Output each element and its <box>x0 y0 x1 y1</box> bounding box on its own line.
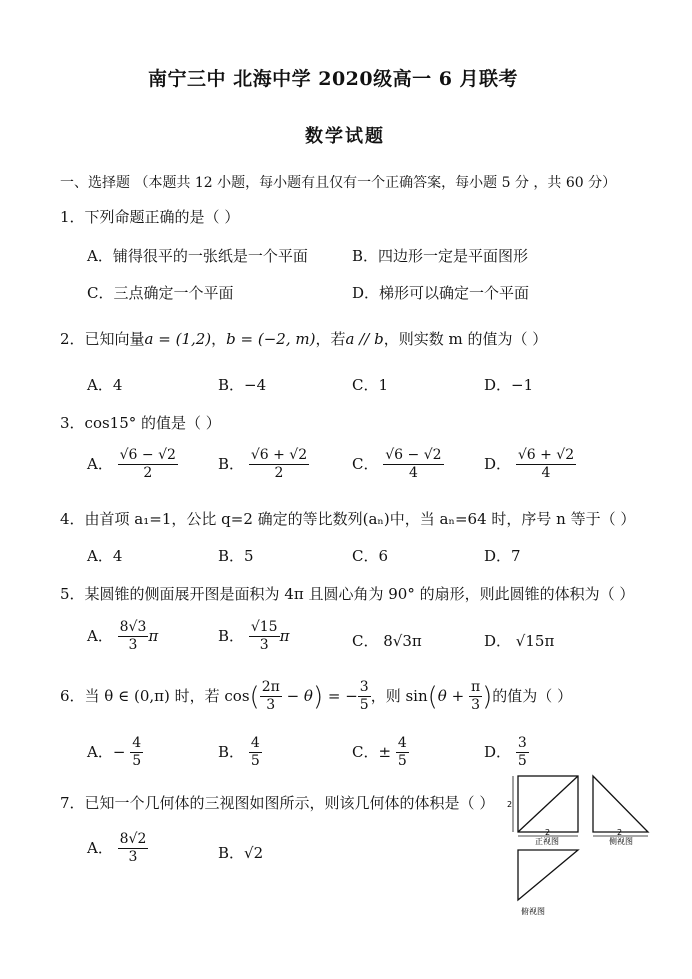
side-view-triangle <box>593 776 648 832</box>
q3-d-den: 4 <box>541 465 551 482</box>
q5-option-a <box>87 620 158 654</box>
q4-option-a: A．4 <box>87 547 123 565</box>
q2-vector-a: a = (1,2) <box>144 330 212 348</box>
q6-inner2-num: π <box>469 680 482 697</box>
top-view-label: 俯视图 <box>521 907 545 916</box>
q3-d-num: √6 + √2 <box>516 448 576 465</box>
q7-a-fraction <box>118 832 149 866</box>
top-view-triangle <box>518 850 578 900</box>
q5-option-d: D． √15π <box>484 632 555 650</box>
side-view-label: 侧视图 <box>609 837 633 846</box>
q6-b-fraction <box>249 736 262 770</box>
q2-option-d: D．−1 <box>484 376 534 394</box>
q6-inner1-tail: − θ <box>281 686 313 705</box>
q6-eq: = − <box>323 686 358 705</box>
q3-d-label: D． <box>484 454 512 473</box>
q3-a-label: A． <box>87 454 113 473</box>
q5-stem: 5．某圆锥的侧面展开图是面积为 4π 且圆心角为 90° 的扇形，则此圆锥的体积为（ ） <box>60 585 635 603</box>
three-view-figure <box>505 772 655 922</box>
q3-d-fraction <box>516 448 576 482</box>
q6-option-a <box>87 736 143 770</box>
q1-option-b: B．四边形一定是平面图形 <box>352 247 529 265</box>
q7-a-num: 8√2 <box>118 832 149 849</box>
q3-c-den: 4 <box>408 465 418 482</box>
q1-option-a: A．铺得很平的一张纸是一个平面 <box>87 247 308 265</box>
q5-a-den: 3 <box>128 637 138 654</box>
q6-b-label: B． <box>218 742 245 761</box>
q3-option-c <box>352 448 444 482</box>
q4-stem: 4．由首项 a₁=1，公比 q=2 确定的等比数列(aₙ)中，当 aₙ=64 时，序号 n 等于（ ） <box>60 510 636 528</box>
q6-mid: ，则 sin <box>370 686 428 705</box>
q6-rhs-num: 3 <box>358 680 371 697</box>
q2-num: 2．已知向量 <box>60 330 145 348</box>
q6-c-num: 4 <box>396 736 409 753</box>
section-heading: 一、选择题 （本题共 12 小题，每小题有且仅有一个正确答案，每小题 5 分 ，共 60 分） <box>60 175 617 191</box>
q7-a-label: A． <box>87 838 113 857</box>
dim-width-front-label: 2 <box>545 828 551 837</box>
q2-vector-b: b = (−2, m) <box>226 330 316 348</box>
q6-c-den: 5 <box>397 753 407 770</box>
q6-a-num: 4 <box>130 736 143 753</box>
q6-tail: 的值为（ ） <box>492 686 573 705</box>
q6-stem: 6．当 θ ∈ (0,π) 时，若 cos( $\frac{2\pi}{3}$ − θ) = − $\frac{3}{5}$ ，则 sin(θ + $\frac{\pi}{3}$ )的值为（ ） <box>60 679 573 714</box>
q6-inner1-num: 2π <box>260 680 282 697</box>
q4-option-d: D．7 <box>484 547 521 565</box>
q4-option-c: C．6 <box>352 547 389 565</box>
front-view-diagonal <box>518 776 578 832</box>
q6-b-num: 4 <box>249 736 262 753</box>
q2-comma: ， <box>211 330 227 348</box>
q1-option-d: D．梯形可以确定一个平面 <box>352 284 530 302</box>
q3-c-fraction <box>383 448 443 482</box>
q2-condition: a // b <box>345 330 384 348</box>
q5-a-num: 8√3 <box>118 620 149 637</box>
q6-inner1-fraction <box>260 680 282 714</box>
dim-height-label: 2 <box>507 800 513 809</box>
q6-a-fraction <box>130 736 143 770</box>
q6-c-label: C．± <box>352 742 392 761</box>
q6-d-num: 3 <box>516 736 529 753</box>
q2-cond-pre: ，若 <box>315 330 346 348</box>
q5-b-label: B． <box>218 626 245 645</box>
q1-option-c: C．三点确定一个平面 <box>87 284 234 302</box>
q6-inner2-fraction <box>469 680 482 714</box>
q3-c-label: C． <box>352 454 379 473</box>
q5-a-label: A． <box>87 626 113 645</box>
q6-option-c <box>352 736 409 770</box>
q5-b-fraction <box>249 620 280 654</box>
q5-b-num: √15 <box>249 620 280 637</box>
q5-b-den: 3 <box>259 637 269 654</box>
q6-option-b <box>218 736 262 770</box>
q3-b-den: 2 <box>274 465 284 482</box>
q3-b-fraction <box>249 448 309 482</box>
q5-a-fraction <box>118 620 149 654</box>
q3-c-num: √6 − √2 <box>383 448 443 465</box>
q6-c-fraction <box>396 736 409 770</box>
q6-pre: 6．当 θ ∈ (0,π) 时，若 cos <box>60 686 250 705</box>
q7-option-a <box>87 832 148 866</box>
q4-option-b: B．5 <box>218 547 254 565</box>
q6-d-label: D． <box>484 742 512 761</box>
q3-option-d <box>484 448 576 482</box>
q7-stem: 7．已知一个几何体的三视图如图所示，则该几何体的体积是（ ） <box>60 794 495 812</box>
q7-option-b: B．√2 <box>218 844 264 862</box>
q6-option-d <box>484 736 529 770</box>
q6-a-den: 5 <box>132 753 142 770</box>
q3-a-num: √6 − √2 <box>118 448 178 465</box>
q6-rhs-fraction <box>358 680 371 714</box>
q6-inner2-pre: θ + <box>437 686 469 705</box>
q3-b-num: √6 + √2 <box>249 448 309 465</box>
q5-option-b <box>218 620 289 654</box>
page-title: 南宁三中 北海中学 2020级高一 6 月联考 <box>148 68 519 90</box>
dim-width-side-label: 2 <box>617 828 623 837</box>
q6-inner1-den: 3 <box>266 697 276 714</box>
q6-b-den: 5 <box>250 753 260 770</box>
q6-d-den: 5 <box>517 753 527 770</box>
q7-a-den: 3 <box>128 849 138 866</box>
q6-a-label: A．− <box>87 742 126 761</box>
q5-a-pi: π <box>148 626 159 645</box>
q2-stem <box>60 328 547 349</box>
q2-option-a: A．4 <box>87 376 123 394</box>
q2-tail: ，则实数 m 的值为（ ） <box>383 330 548 348</box>
q3-option-b <box>218 448 309 482</box>
q6-d-fraction <box>516 736 529 770</box>
q3-option-a <box>87 448 178 482</box>
page-subtitle: 数学试题 <box>305 126 385 147</box>
q6-rhs-den: 5 <box>359 697 369 714</box>
q5-option-c: C． 8√3π <box>352 632 422 650</box>
q3-stem: 3．cos15° 的值是（ ） <box>60 414 221 432</box>
q3-a-den: 2 <box>143 465 153 482</box>
front-view-label: 正视图 <box>535 837 559 846</box>
q6-inner2-den: 3 <box>471 697 480 714</box>
q1-stem: 1．下列命题正确的是（ ） <box>60 208 240 226</box>
q5-b-pi: π <box>279 626 290 645</box>
q2-option-b: B．−4 <box>218 376 267 394</box>
q2-option-c: C．1 <box>352 376 389 394</box>
q3-a-fraction <box>118 448 178 482</box>
q3-b-label: B． <box>218 454 245 473</box>
